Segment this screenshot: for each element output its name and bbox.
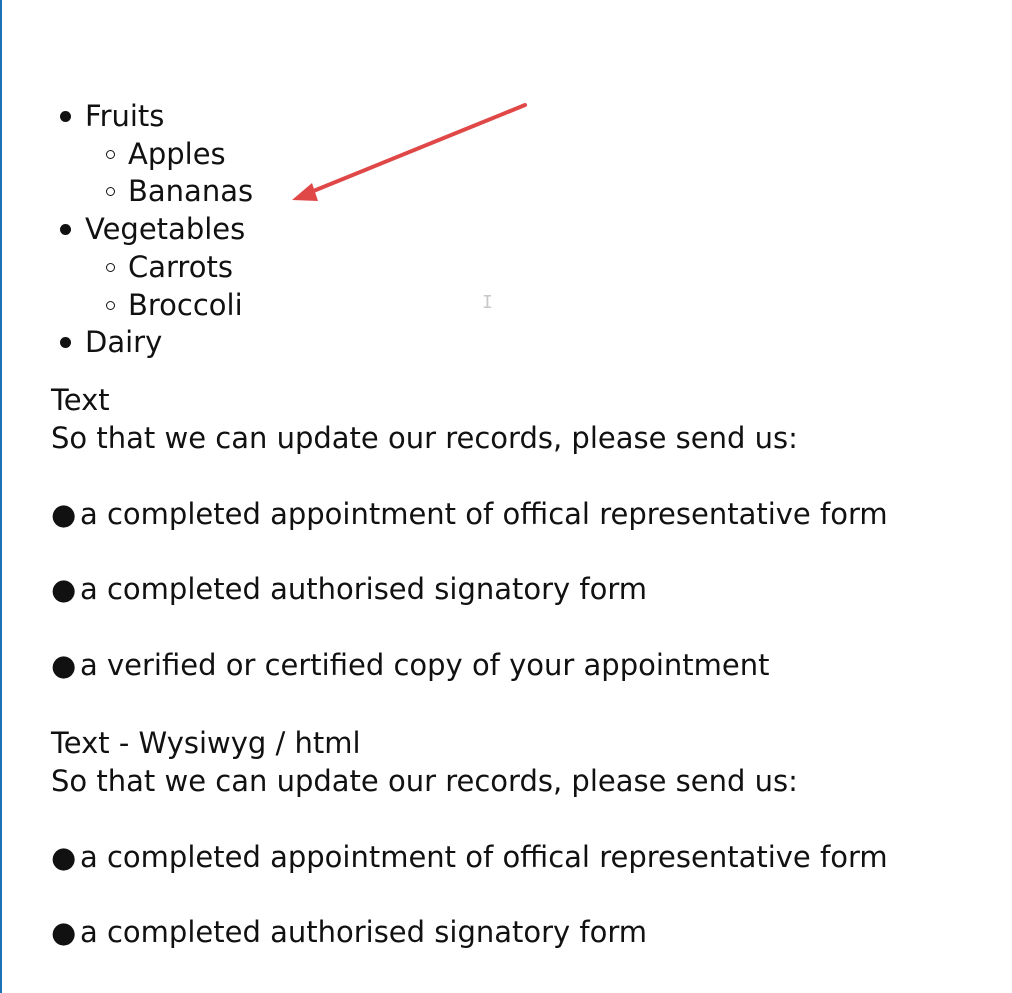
bullet-circle bbox=[106, 263, 115, 272]
bullet-circle bbox=[106, 150, 115, 159]
wysiwyg-bullet-item: a completed appointment of offical representative form bbox=[80, 840, 888, 874]
window-left-border bbox=[0, 0, 2, 993]
arrow-head-icon bbox=[292, 183, 318, 201]
sublist-item-carrots: Carrots bbox=[128, 250, 233, 284]
bullet-circle bbox=[106, 187, 115, 196]
bullet-disc bbox=[60, 111, 71, 122]
wysiwyg-bullet-glyph: ● bbox=[51, 915, 77, 949]
wysiwyg-bullet-item: a completed authorised signatory form bbox=[80, 915, 648, 949]
text-bullet-glyph: ● bbox=[51, 497, 77, 531]
list-item-vegetables: Vegetables bbox=[85, 212, 246, 246]
bullet-disc bbox=[60, 337, 71, 348]
section-heading-text: Text bbox=[51, 383, 110, 417]
text-cursor-icon: I bbox=[482, 292, 493, 313]
text-bullet-glyph: ● bbox=[51, 648, 77, 682]
text-bullet-item: a completed authorised signatory form bbox=[80, 572, 648, 606]
text-bullet-glyph: ● bbox=[51, 572, 77, 606]
sublist-item-broccoli: Broccoli bbox=[128, 288, 243, 322]
sublist-item-bananas: Bananas bbox=[128, 174, 254, 208]
bullet-circle bbox=[106, 301, 115, 310]
arrow-shaft bbox=[306, 105, 525, 194]
bullet-disc bbox=[60, 224, 71, 235]
list-item-fruits: Fruits bbox=[85, 99, 165, 133]
sublist-item-apples: Apples bbox=[128, 137, 226, 171]
wysiwyg-bullet-glyph: ● bbox=[51, 840, 77, 874]
section-intro-wysiwyg: So that we can update our records, please send us: bbox=[51, 764, 798, 798]
text-bullet-item: a verified or certified copy of your appointment bbox=[80, 648, 770, 682]
list-item-dairy: Dairy bbox=[85, 325, 163, 359]
section-intro-text: So that we can update our records, please send us: bbox=[51, 421, 798, 455]
text-bullet-item: a completed appointment of offical representative form bbox=[80, 497, 888, 531]
section-heading-wysiwyg: Text - Wysiwyg / html bbox=[51, 726, 361, 760]
